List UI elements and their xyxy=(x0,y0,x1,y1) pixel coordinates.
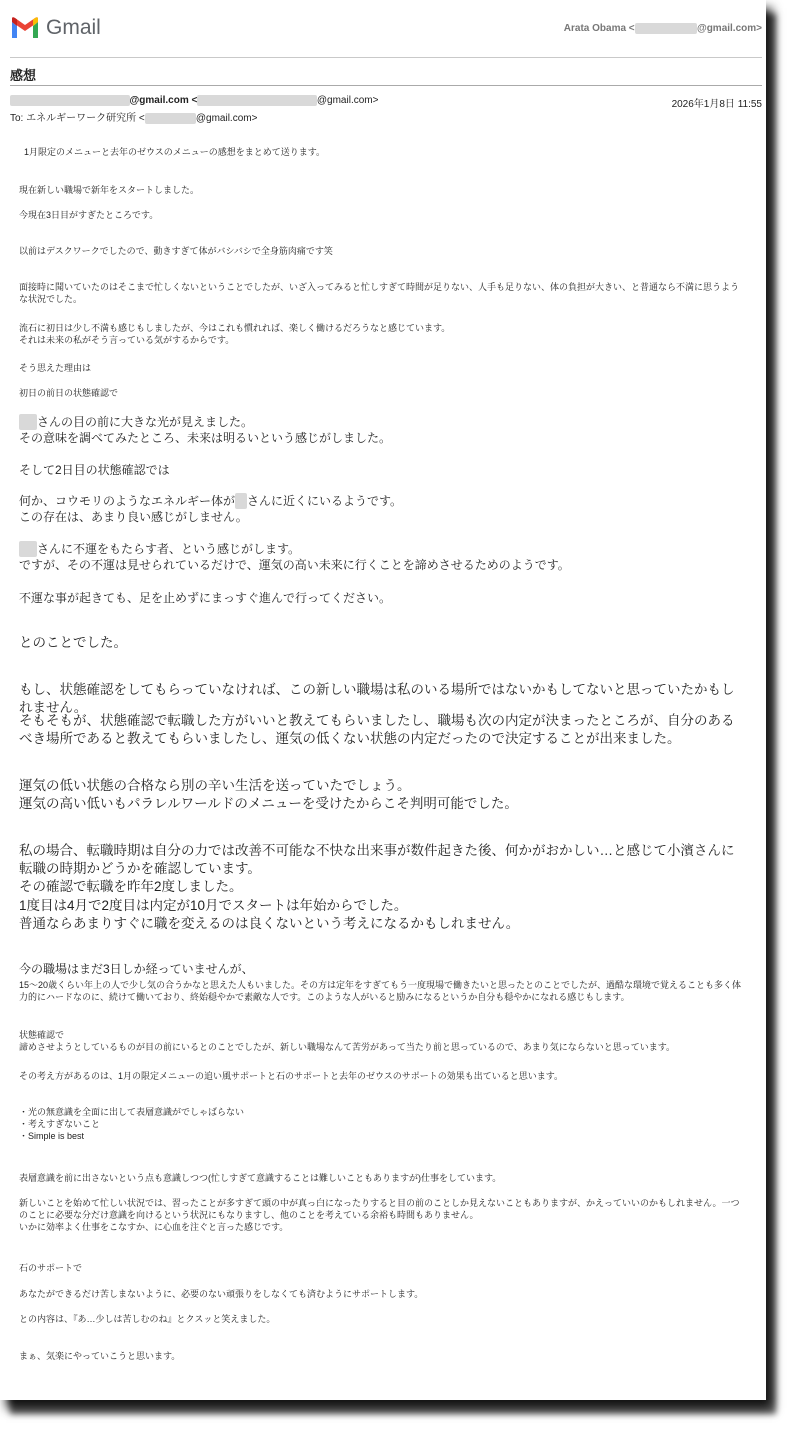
bullet-list: ・光の無意識を全面に出して表層意識がでしゃばらない ・考えすぎないこと ・Simple is best xyxy=(19,1107,245,1142)
body-paragraph: 今の職場はまだ3日しか経っていませんが、 xyxy=(19,962,254,976)
body-paragraph: 石のサポートで xyxy=(19,1263,83,1273)
quote-paragraph: そして2日目の状態確認では xyxy=(19,463,170,477)
body-paragraph: との内容は、『あ…少しは苦しむのね』とクスッと笑えました。 xyxy=(19,1314,276,1324)
body-paragraph: 表層意識を前に出さないという点も意識しつつ(忙しすぎて意識することは難しいこともありますが)仕事をしています。 xyxy=(19,1173,502,1183)
body-paragraph: 新しいことを始めて忙しい状況では、習ったことが多すぎて頭の中が真っ白になったりすると目の前のことしか見えないこともありますが、かえっていいのかもしれません。一つのことに必要な分だけ意識を向けるという状況にもなりますし、他のことを考えている余裕も時間もありません。 いかに効率よく仕事をこなすか、に心血を注ぐと言った感じです。 xyxy=(19,1198,740,1233)
quote-paragraph: さんに不運をもたらす者、という感じがします。 ですが、その不運は見せられているだけで、運気の高い未来に行くことを諦めさせるためのようです。 xyxy=(19,542,570,573)
redacted-account xyxy=(635,23,697,34)
body-paragraph: 面接時に聞いていたのはそこまで忙しくないということでしたが、いざ入ってみると忙しすぎて時間が足りない、人手も足りない、体の負担が大きい、と普通なら不満に思うような状況でした。 xyxy=(19,282,740,305)
header-divider xyxy=(10,57,762,58)
body-paragraph: まぁ、気楽にやっていこうと思います。 xyxy=(19,1351,181,1361)
quote-paragraph: さんの目の前に大きな光が見えました。 その意味を調べてみたところ、未来は明るいという感じがしました。 xyxy=(19,415,392,446)
subject-divider xyxy=(10,85,762,86)
body-paragraph: 今現在3日目がすぎたところです。 xyxy=(19,210,159,220)
gmail-logo-icon xyxy=(10,16,40,40)
quote-paragraph: 不運な事が起きても、足を止めずにまっすぐ進んで行ってください。 xyxy=(19,591,392,605)
gmail-wordmark: Gmail xyxy=(46,16,101,39)
body-paragraph: その考え方があるのは、1月の限定メニューの追い風サポートと石のサポートと去年のゼウスのサポートの効果も出ていると思います。 xyxy=(19,1071,564,1081)
body-paragraph: そう思えた理由は xyxy=(19,363,92,373)
body-paragraph-large: とのことでした。 xyxy=(19,635,127,650)
email-to: To: エネルギーワーク研究所 < @gmail.com> xyxy=(10,113,258,124)
email-from: @gmail.com < @gmail.com> xyxy=(10,95,378,106)
body-paragraph: 15〜20歳くらい年上の人で少し気の合うかなと思えた人もいました。その方は定年をすぎてもう一度現場で働きたいと思ったとのことでしたが、過酷な環境で覚えることも多く体力的にハードなのに、続けて働いており、終始穏やかで素敵な人です。このような人がいると励みになるというか自分も穏やかになれる感じもします。 xyxy=(19,980,742,1003)
body-paragraph-large: そもそもが、状態確認で転職した方がいいと教えてもらいましたし、職場も次の内定が決まったところが、自分のあるべき場所であると教えてもらいましたし、運気の低くない状態の内定だったので決定することが出来ました。 xyxy=(19,713,735,747)
redacted-name xyxy=(19,414,37,430)
quote-paragraph: 何か、コウモリのようなエネルギー体が さんに近くにいるようです。 この存在は、あまり良い感じがしません。 xyxy=(19,494,403,525)
account-label: Arata Obama < @gmail.com> xyxy=(563,23,762,34)
body-paragraph: あなたができるだけ苦しまないように、必要のない頑張りをしなくても済むようにサポートします。 xyxy=(19,1289,424,1299)
body-paragraph: 状態確認で 諦めさせようとしているものが目の前にいるとのことでしたが、新しい職場なんて苦労があって当たり前と思っているので、あまり気にならないと思っています。 xyxy=(19,1030,676,1053)
email-subject: 感想 xyxy=(10,68,37,83)
redacted-name xyxy=(19,541,37,557)
redacted-sender-address xyxy=(197,95,317,106)
gmail-header xyxy=(10,14,762,46)
body-paragraph: 初日の前日の状態確認で xyxy=(19,388,119,398)
body-paragraph: 1月限定のメニューと去年のゼウスのメニューの感想をまとめて送ります。 xyxy=(24,147,326,157)
body-paragraph: 現在新しい職場で新年をスタートしました。 xyxy=(19,185,200,195)
redacted-recipient xyxy=(145,113,196,124)
body-paragraph-large: 私の場合、転職時期は自分の力では改善不可能な不快な出来事が数件起きた後、何かがおかしい…と感じて小濱さんに転職の時期かどうかを確認しています。 その確認で転職を昨年2度しました。 1度目は4月で2度目は内定が10月でスタートは年始からでした。 普通ならあまりすぐに職を変えるのは良くないという考えになるかもしれません。 xyxy=(19,843,735,931)
redacted-sender xyxy=(10,95,130,106)
email-date: 2026年1月8日 11:55 xyxy=(671,99,762,110)
body-paragraph: 流石に初日は少し不満も感じもしましたが、今はこれも慣れれば、楽しく働けるだろうなと感じています。 それは未来の私がそう言っている気がするからです。 xyxy=(19,323,451,346)
body-paragraph: 以前はデスクワークでしたので、動きすぎて体がバシバシで全身筋肉痛です笑 xyxy=(19,246,333,256)
redacted-name xyxy=(235,493,247,509)
body-paragraph-large: 運気の低い状態の合格なら別の辛い生活を送っていたでしょう。 運気の高い低いもパラレルワールドのメニューを受けたからこそ判明可能でした。 xyxy=(19,778,518,812)
body-paragraph-large: もし、状態確認をしてもらっていなければ、この新しい職場は私のいる場所ではないかもしてないと思っていたかもしれません。 xyxy=(19,682,735,716)
